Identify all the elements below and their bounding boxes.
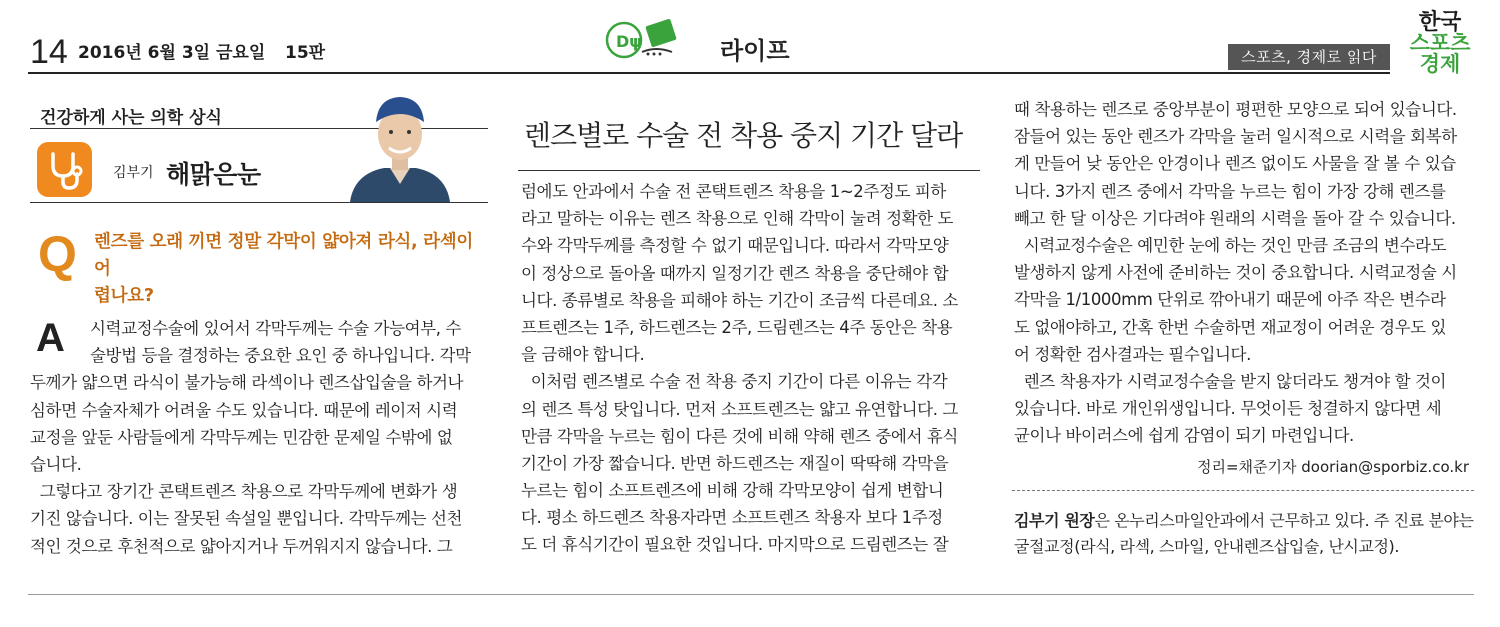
author-bio <box>1014 508 1474 560</box>
question-mark-letter: Q <box>38 226 77 282</box>
body-line: 니다. 종류별로 착용을 피해야 하는 기간이 조금씩 다른데요. 소 <box>521 290 958 310</box>
bio-line-1 <box>1014 508 1474 534</box>
body-line: 의 렌즈 특성 탓입니다. 먼저 소프트렌즈는 얇고 유연합니다. 그 <box>521 399 958 419</box>
answer-mark-letter: A <box>36 316 65 360</box>
article-middle-column <box>521 178 983 559</box>
author-label: 김부기 <box>113 165 154 181</box>
body-line: 술방법 등을 결정하는 중요한 요인 중 하나입니다. 각막 <box>90 346 471 366</box>
column-series-name: 건강하게 사는 의학 상식 <box>40 108 222 128</box>
body-line: 습니다. <box>30 454 82 474</box>
header-rule <box>28 72 1390 74</box>
body-line: 이 정상으로 돌아올 때까지 일정기간 렌즈 착용을 중단해야 합 <box>521 263 949 283</box>
life-section-icon <box>604 16 684 62</box>
newspaper-logo <box>1400 12 1480 75</box>
body-line: 기진 않습니다. 이는 잘못된 속설일 뿐입니다. 각막두께는 선천 <box>30 509 463 529</box>
body-line: 잠들어 있는 동안 렌즈가 각막을 눌러 일시적으로 시력을 회복하 <box>1014 127 1457 147</box>
headline-rule <box>518 170 980 171</box>
body-line: 다. 평소 하드렌즈 착용자라면 소프트렌즈 착용자 보다 1주정 <box>521 508 943 528</box>
edition: 15판 <box>285 43 326 63</box>
body-line: 시력교정수술은 예민한 눈에 하는 것인 만큼 조금의 변수라도 <box>1014 235 1447 255</box>
body-line: 도 더 휴식기간이 필요한 것입니다. 마지막으로 드림렌즈는 잘 <box>521 535 949 555</box>
body-line: 시력교정수술에 있어서 각막두께는 수술 가능여부, 수 <box>90 319 461 338</box>
body-line: 있습니다. 바로 개인위생입니다. 무엇이든 청결하지 않다면 세 <box>1014 399 1442 419</box>
body-line: 때 착용하는 렌즈로 중앙부분이 평편한 모양으로 되어 있습니다. <box>1014 100 1457 119</box>
slogan-badge: 스포츠, 경제로 읽다 <box>1228 44 1390 70</box>
svg-text:Dψ: Dψ <box>616 32 642 51</box>
article-left-column <box>30 315 490 560</box>
reporter-credit: 정리=채준기자 doorian@sporbiz.co.kr <box>1197 458 1469 476</box>
page-bottom-rule <box>28 594 1474 595</box>
article-right-column <box>1014 96 1474 449</box>
column-divider-bottom <box>30 202 488 203</box>
bio-line-2: 굴절교정(라식, 라섹, 스마일, 안내렌즈삽입술, 난시교정). <box>1014 537 1400 556</box>
body-line: 각막을 1/1000mm 단위로 깎아내기 때문에 아주 작은 변수라 <box>1014 290 1446 310</box>
headline: 렌즈별로 수술 전 착용 중지 기간 달라 <box>524 119 963 152</box>
issue-date: 2016년 6월 3일 금요일 <box>78 43 266 63</box>
logo-line-2: 스포츠 <box>1409 31 1471 55</box>
body-line: 그렇다고 장기간 콘택트렌즈 착용으로 각막두께에 변화가 생 <box>30 482 458 502</box>
body-line: 프트렌즈는 1주, 하드렌즈는 2주, 드림렌즈는 4주 동안은 착용 <box>521 317 953 337</box>
dotted-divider <box>1012 490 1474 491</box>
body-line: 을 금해야 합니다. <box>521 345 645 365</box>
body-line: 도 없애야하고, 간혹 한번 수술하면 재교정이 어려운 경우도 있 <box>1014 317 1447 337</box>
body-line: 니다. 3가지 렌즈 중에서 각막을 누르는 힘이 가장 강해 렌즈를 <box>1014 181 1446 201</box>
logo-line-1: 한국 <box>1418 10 1462 35</box>
body-line: 두께가 얇으면 라식이 불가능해 라섹이나 렌즈삽입술을 하거나 <box>30 373 464 393</box>
bio-name: 김부기 원장 <box>1014 511 1095 530</box>
body-line: 발생하지 않게 사전에 준비하는 것이 중요합니다. 시력교정술 시 <box>1014 263 1457 283</box>
question-line: 렌즈를 오래 끼면 정말 각막이 얇아져 라식, 라섹이 어 <box>94 232 473 279</box>
body-line: 수와 각막두께를 측정할 수 없기 때문입니다. 따라서 각막모양 <box>521 236 949 256</box>
body-line: 심하면 수술자체가 어려울 수도 있습니다. 때문에 레이저 시력 <box>30 400 458 420</box>
column-title: 해맑은눈 <box>166 160 261 189</box>
body-line: 이처럼 렌즈별로 수술 전 착용 중지 기간이 다른 이유는 각각 <box>521 372 948 392</box>
body-line: 렌즈 착용자가 시력교정수술을 받지 않더라도 챙겨야 할 것이 <box>1014 371 1447 391</box>
bio-text: 은 온누리스마일안과에서 근무하고 있다. 주 진료 분야는 <box>1094 511 1474 530</box>
author-photo <box>340 92 460 202</box>
question-line: 렵나요? <box>94 286 154 306</box>
body-line: 게 만들어 낮 동안은 안경이나 렌즈 없이도 사물을 잘 볼 수 있습 <box>1014 154 1456 174</box>
question-text <box>94 229 489 310</box>
body-line: 만큼 각막을 누르는 힘이 다른 것에 비해 약해 렌즈 중에서 휴식 <box>521 426 958 446</box>
body-line: 어 정확한 검사결과는 필수입니다. <box>1014 344 1251 364</box>
stethoscope-icon <box>37 142 92 197</box>
body-line: 빼고 한 달 이상은 기다려야 원래의 시력을 돌아 갈 수 있습니다. <box>1014 208 1456 228</box>
body-line: 적인 것으로 후천적으로 얇아지거나 두꺼워지지 않습니다. 그 <box>30 536 453 556</box>
body-line: 라고 말하는 이유는 렌즈 착용으로 인해 각막이 눌려 정확한 도 <box>521 209 954 229</box>
logo-line-3: 경제 <box>1419 52 1461 76</box>
body-line: 누르는 힘이 소프트렌즈에 비해 강해 각막모양이 쉽게 변합니 <box>521 481 944 501</box>
body-line: 균이나 바이러스에 쉽게 감염이 되기 마련입니다. <box>1014 426 1354 446</box>
body-line: 기간이 가장 짧습니다. 반면 하드렌즈는 재질이 딱딱해 각막을 <box>521 453 949 473</box>
section-title: 라이프 <box>720 37 790 65</box>
body-line: 교정을 앞둔 사람들에게 각막두께는 민감한 문제일 수밖에 없 <box>30 427 453 447</box>
page-number: 14 <box>30 33 68 71</box>
body-line: 럼에도 안과에서 수술 전 콘택트렌즈 착용을 1~2주정도 피하 <box>521 182 946 201</box>
